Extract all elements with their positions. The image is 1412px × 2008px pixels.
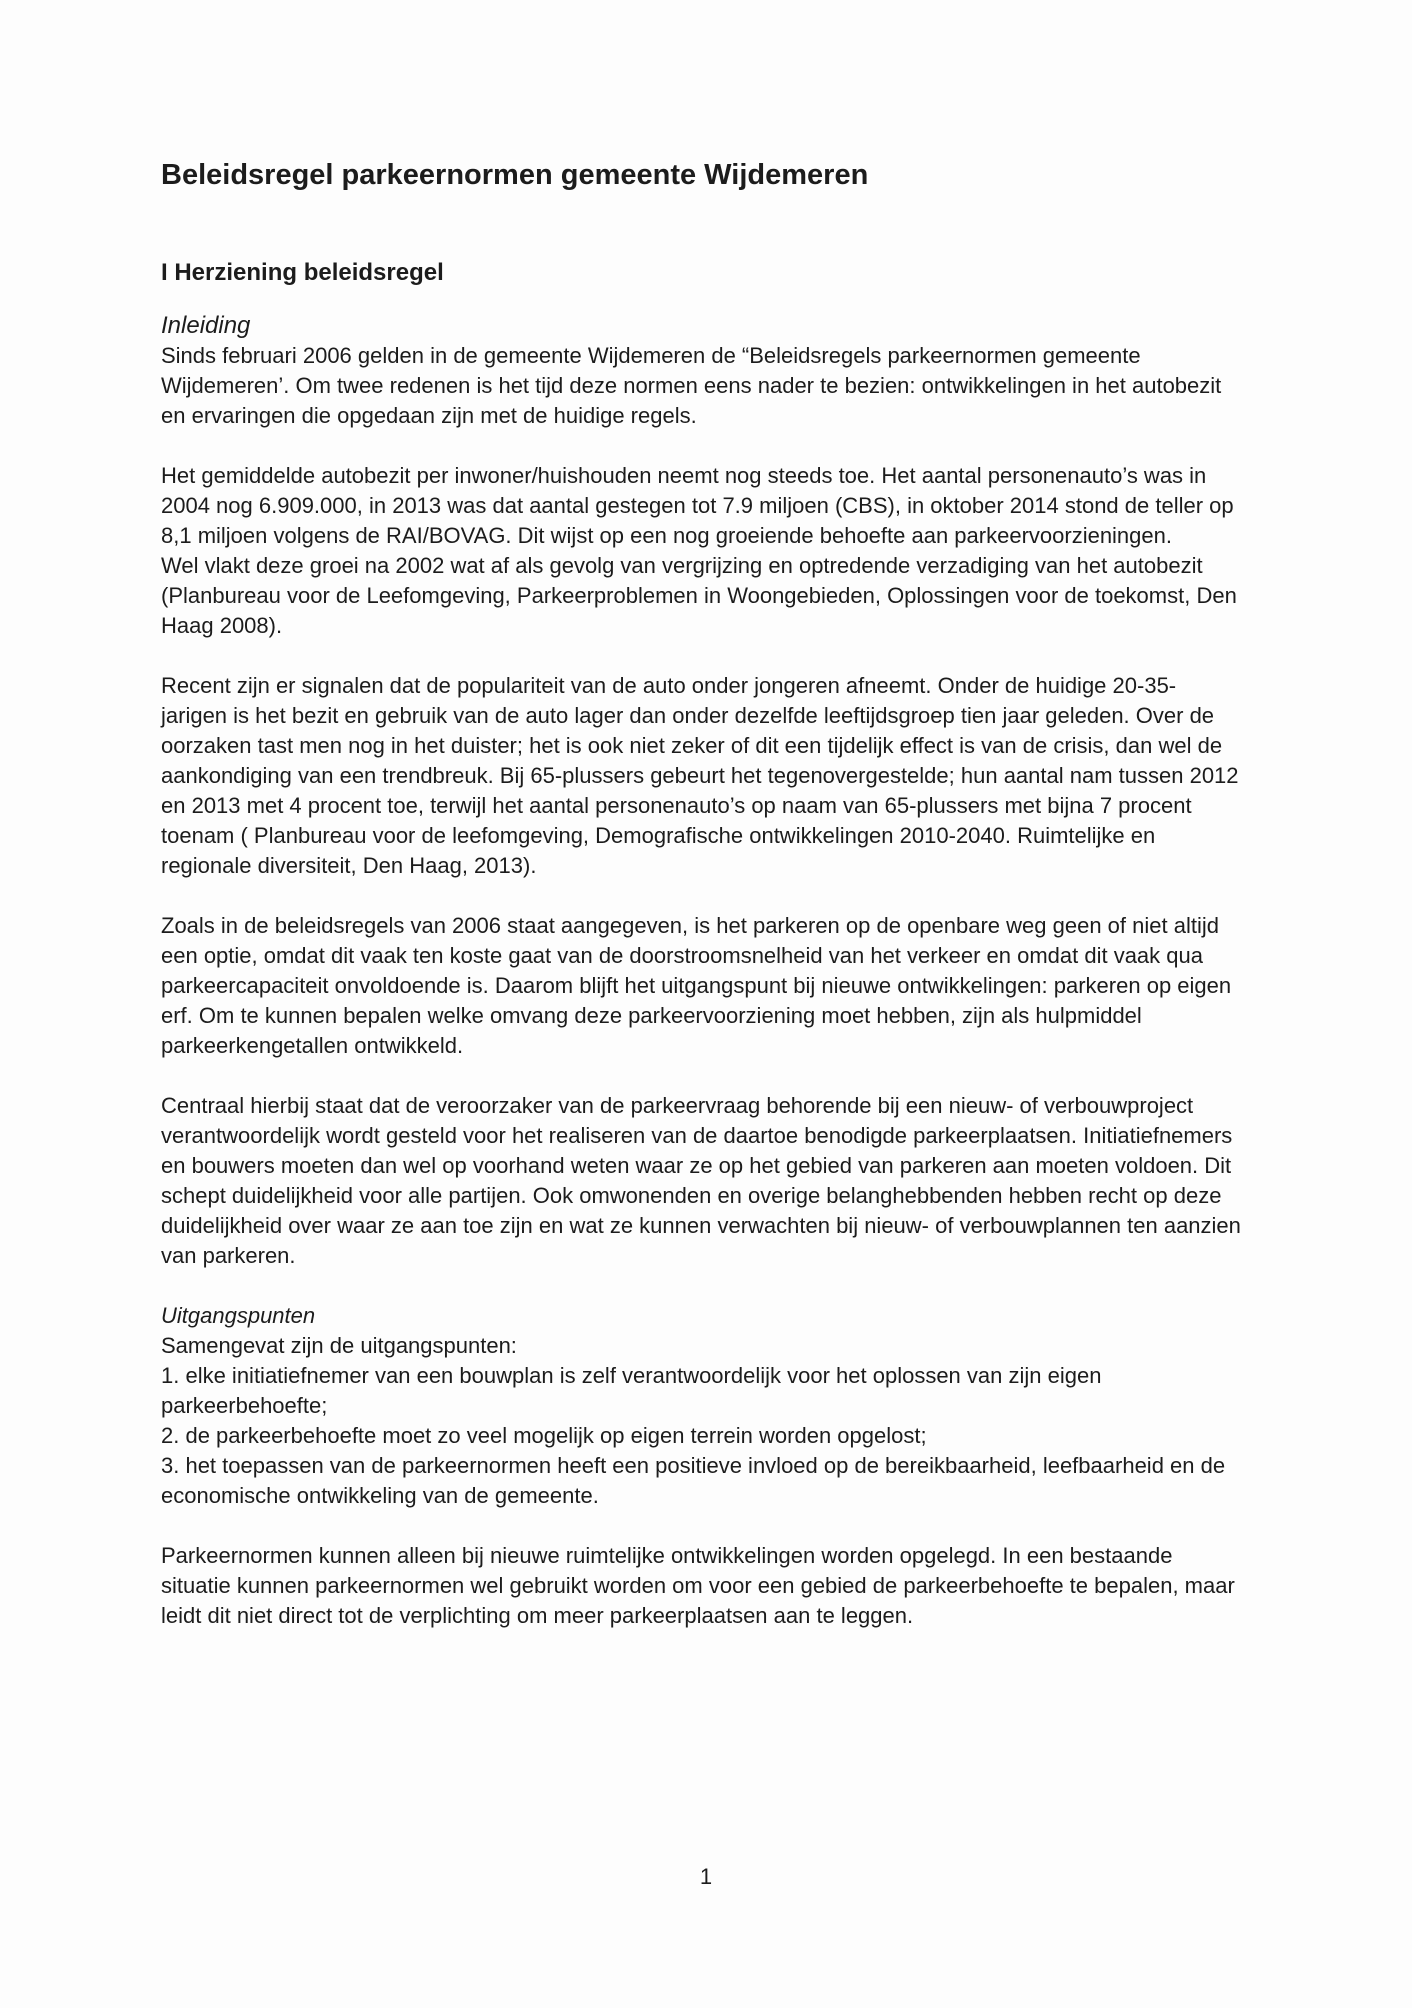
subheading-inleiding: Inleiding bbox=[161, 312, 251, 339]
principles-list bbox=[161, 1361, 1241, 1511]
subheading-uitgangspunten: Uitgangspunten bbox=[161, 1303, 316, 1328]
page-number: 1 bbox=[699, 1864, 713, 1889]
paragraph: Het gemiddelde autobezit per inwoner/huishouden neemt nog steeds toe. Het aantal personenauto’s was in 2004 nog 6.909.000, in 2013 was dat aantal gestegen tot 7.9 miljoen (CBS), in oktober 2014 stond de teller op 8,1 miljoen volgens de RAI/BOVAG. Dit wijst op een nog groeiende behoefte aan parkeervoorzieningen. bbox=[161, 463, 1234, 548]
paragraph: Sinds februari 2006 gelden in de gemeente Wijdemeren de “Beleidsregels parkeernormen gemeente Wijdemeren’. Om twee redenen is het tijd deze normen eens nader te bezien: ontwikkelingen in het autobezit en ervaringen die opgedaan zijn met de huidige regels. bbox=[161, 343, 1222, 428]
list-item: 1. elke initiatiefnemer van een bouwplan is zelf verantwoordelijk voor het oplossen van zijn eigen parkeerbehoefte; bbox=[161, 1363, 1102, 1418]
page-content bbox=[161, 155, 1241, 1631]
paragraph: Centraal hierbij staat dat de veroorzaker van de parkeervraag behorende bij een nieuw- of verbouwproject verantwoordelijk wordt gesteld voor het realiseren van de daartoe benodigde parkeerplaatsen. Initiatiefnemers en bouwers moeten dan wel op voorhand weten waar ze op het gebied van parkeren aan moeten voldoen. Dit schept duidelijkheid voor alle partijen. Ook omwonenden en overige belanghebbenden hebben recht op deze duidelijkheid over waar ze aan toe zijn en wat ze kunnen verwachten bij nieuw- of verbouwplannen ten aanzien van parkeren. bbox=[161, 1093, 1241, 1268]
section-heading: I Herziening beleidsregel bbox=[161, 259, 444, 286]
paragraph: Recent zijn er signalen dat de populariteit van de auto onder jongeren afneemt. Onder de huidige 20-35-jarigen is het bezit en gebruik van de auto lager dan onder dezelfde leeftijdsgroep tien jaar geleden. Over de oorzaken tast men nog in het duister; het is ook niet zeker of dit een tijdelijk effect is van de crisis, dan wel de aankondiging van een trendbreuk. Bij 65-plussers gebeurt het tegenovergestelde; hun aantal nam tussen 2012 en 2013 met 4 procent toe, terwijl het aantal personenauto’s op naam van 65-plussers met bijna 7 procent toenam ( Planbureau voor de leefomgeving, Demografische ontwikkelingen 2010-2040. Ruimtelijke en regionale diversiteit, Den Haag, 2013). bbox=[161, 673, 1239, 878]
document-title: Beleidsregel parkeernormen gemeente Wijdemeren bbox=[161, 159, 869, 191]
list-item: 2. de parkeerbehoefte moet zo veel mogelijk op eigen terrein worden opgelost; bbox=[161, 1423, 927, 1448]
paragraph: Wel vlakt deze groei na 2002 wat af als gevolg van vergrijzing en optredende verzadiging van het autobezit (Planbureau voor de Leefomgeving, Parkeerproblemen in Woongebieden, Oplossingen voor de toekomst, Den Haag 2008). bbox=[161, 553, 1237, 638]
list-intro: Samengevat zijn de uitgangspunten: bbox=[161, 1333, 517, 1358]
paragraph: Parkeernormen kunnen alleen bij nieuwe ruimtelijke ontwikkelingen worden opgelegd. In een bestaande situatie kunnen parkeernormen wel gebruikt worden om voor een gebied de parkeerbehoefte te bepalen, maar leidt dit niet direct tot de verplichting om meer parkeerplaatsen aan te leggen. bbox=[161, 1543, 1235, 1628]
list-item: 3. het toepassen van de parkeernormen heeft een positieve invloed op de bereikbaarheid, leefbaarheid en de economische ontwikkeling van de gemeente. bbox=[161, 1453, 1226, 1508]
paragraph: Zoals in de beleidsregels van 2006 staat aangegeven, is het parkeren op de openbare weg geen of niet altijd een optie, omdat dit vaak ten koste gaat van de doorstroomsnelheid van het verkeer en omdat dit vaak qua parkeercapaciteit onvoldoende is. Daarom blijft het uitgangspunt bij nieuwe ontwikkelingen: parkeren op eigen erf. Om te kunnen bepalen welke omvang deze parkeervoorziening moet hebben, zijn als hulpmiddel parkeerkengetallen ontwikkeld. bbox=[161, 913, 1232, 1058]
